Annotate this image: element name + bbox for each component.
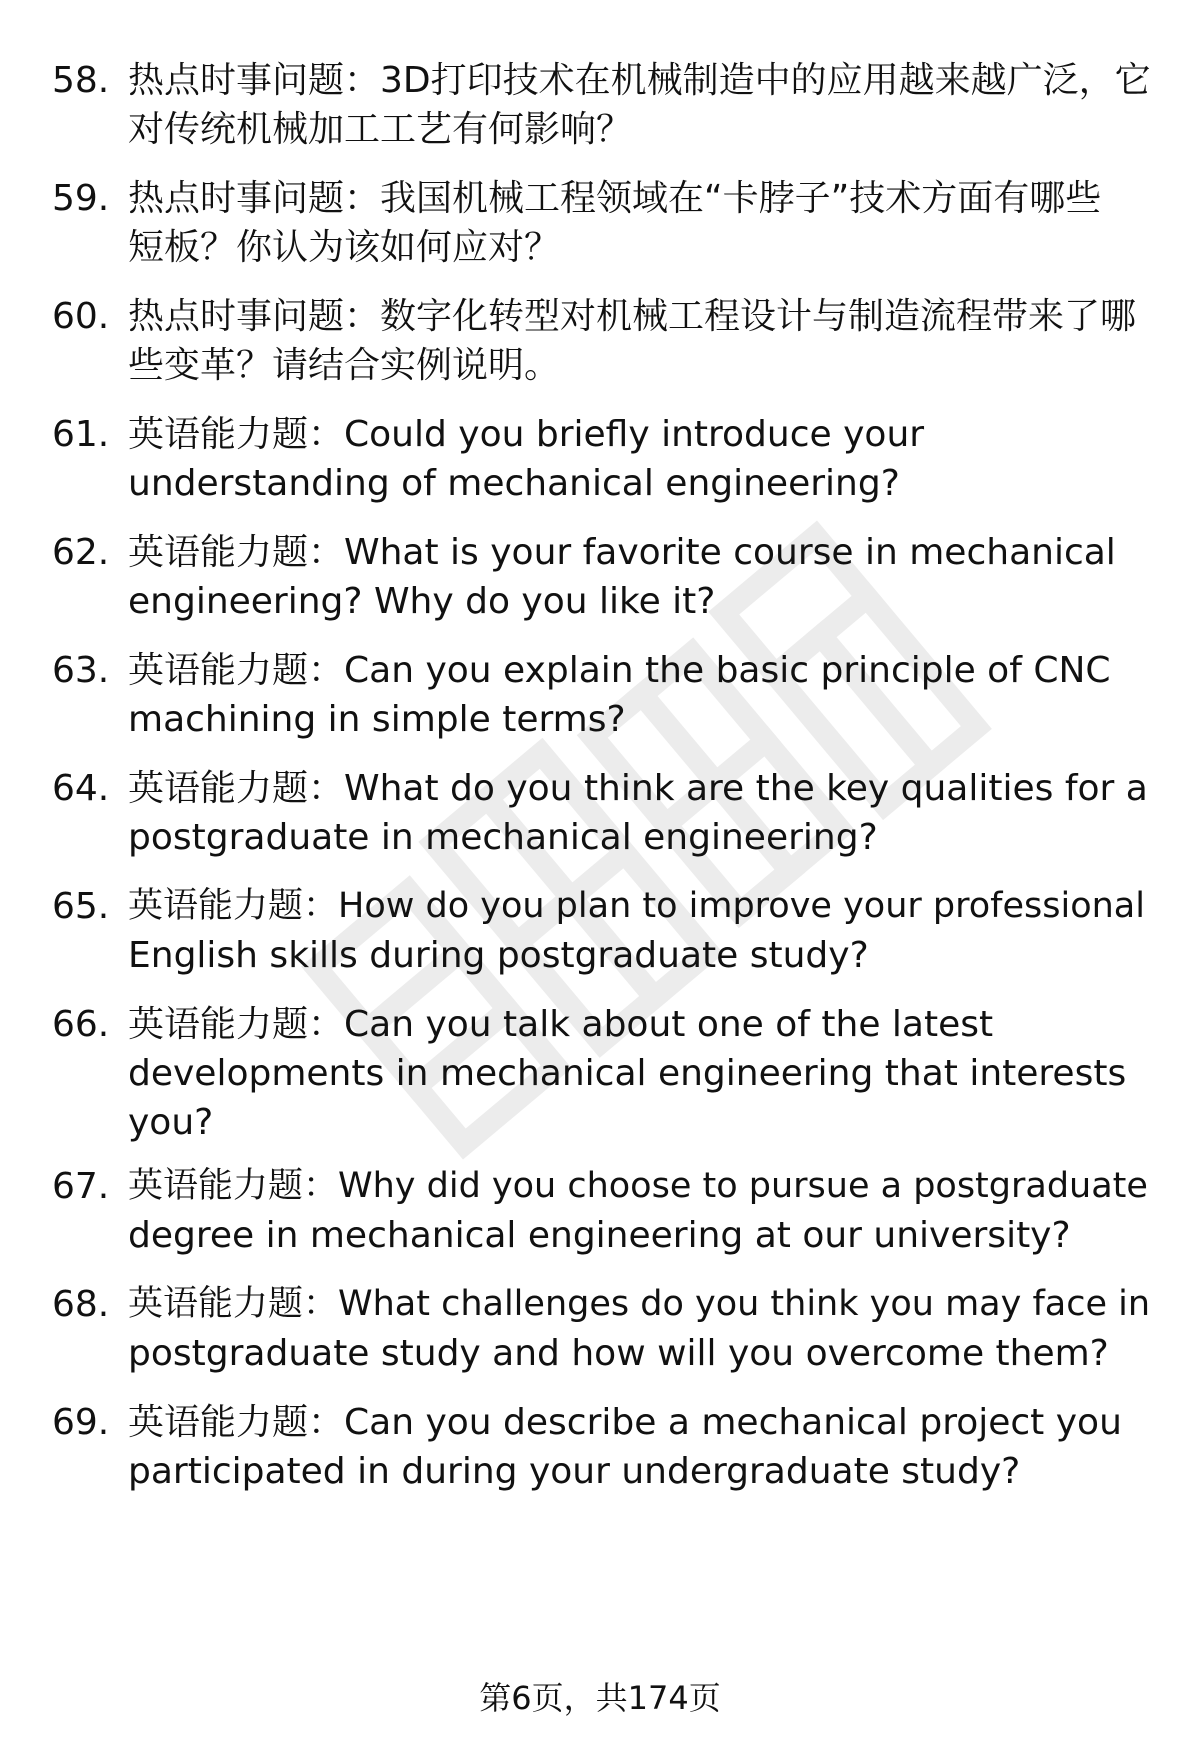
question-number: 65. [52,886,110,927]
question-line: participated in during your undergraduate study? [128,1451,1021,1492]
question-line: 热点时事问题：3D打印技术在机械制造中的应用越来越广泛，它 [128,60,1151,101]
question-line: 热点时事问题：我国机械工程领域在“卡脖子”技术方面有哪些 [128,178,1102,219]
question-number: 59. [52,178,110,219]
page-number-label: 第6页，共174页 [479,1679,721,1717]
question-line: developments in mechanical engineering that interests [128,1053,1127,1094]
question-line: 对传统机械加工工艺有何影响？ [128,109,633,150]
question-number: 64. [52,768,110,809]
question-line: 英语能力题：Can you talk about one of the latest [128,1004,994,1045]
question-line: 英语能力题：Could you briefly introduce your [128,414,925,455]
question-number: 60. [52,296,110,337]
question-number: 58. [52,60,110,101]
question-line: 英语能力题：What challenges do you think you may face in [128,1284,1151,1324]
question-number: 69. [52,1402,110,1443]
question-line: postgraduate study and how will you overcome them? [128,1333,1109,1374]
question-line: 英语能力题：Can you explain the basic principle of CNC [128,650,1111,691]
page-footer [0,1676,1200,1720]
question-line: 英语能力题：What is your favorite course in mechanical [128,532,1116,573]
question-line: engineering? Why do you like it? [128,581,716,622]
question-line: understanding of mechanical engineering? [128,463,900,504]
question-line: 短板？你认为该如何应对？ [128,227,561,268]
question-text [128,882,1153,980]
question-text [128,292,1153,390]
question-number: 62. [52,532,110,573]
question-number: 67. [52,1166,110,1207]
question-text [128,1162,1153,1260]
question-line: 热点时事问题：数字化转型对机械工程设计与制造流程带来了哪 [128,296,1137,337]
question-line: 英语能力题：Why did you choose to pursue a postgraduate [128,1166,1148,1206]
question-number: 63. [52,650,110,691]
question-line: English skills during postgraduate study? [128,935,869,976]
question-line: degree in mechanical engineering at our university? [128,1215,1071,1256]
question-text [128,764,1153,862]
question-text [128,646,1153,744]
question-line: machining in simple terms? [128,699,626,740]
question-line: postgraduate in mechanical engineering? [128,817,878,858]
question-line: 英语能力题：How do you plan to improve your professional [128,886,1145,926]
question-text [128,1398,1153,1496]
question-text [128,1000,1153,1147]
question-line: 英语能力题：Can you describe a mechanical project you [128,1402,1122,1443]
question-text [128,410,1153,508]
question-number: 66. [52,1004,110,1045]
question-line: you? [128,1102,214,1143]
question-number: 68. [52,1284,110,1325]
question-text [128,174,1153,272]
question-text [128,1280,1153,1378]
question-text [128,528,1153,626]
question-text [128,56,1153,154]
question-number: 61. [52,414,110,455]
question-line: 英语能力题：What do you think are the key qualities for a [128,768,1148,809]
question-line: 些变革？请结合实例说明。 [128,345,561,386]
